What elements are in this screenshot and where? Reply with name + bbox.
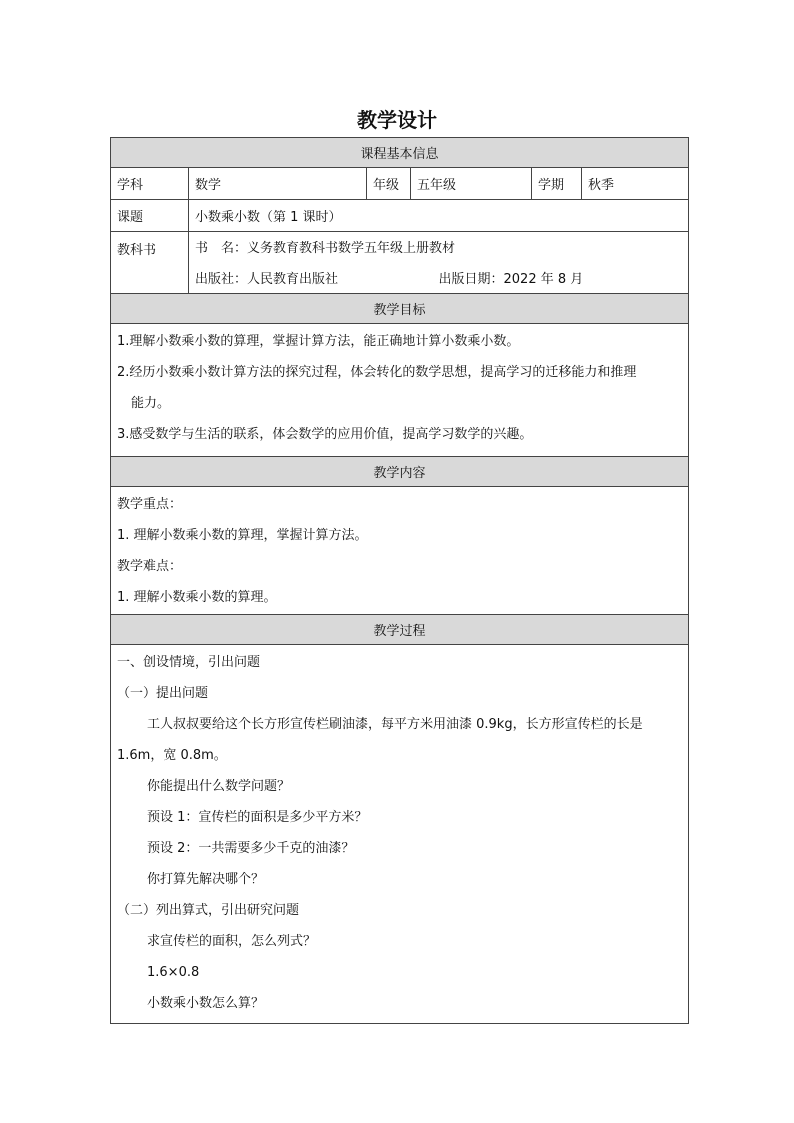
- term-value: 秋季: [582, 168, 689, 200]
- content-body: [111, 487, 689, 615]
- objectives-body: [111, 324, 689, 457]
- content-header: 教学内容: [111, 457, 689, 487]
- question-line: 预设 2：一共需要多少千克的油漆？: [147, 841, 355, 856]
- paragraph-line: 工人叔叔要给这个长方形宣传栏刷油漆，每平方米用油漆 0.9kg，长方形宣传栏的长是: [147, 717, 643, 732]
- objective-item-continued: 能力。: [131, 396, 171, 411]
- process-header: 教学过程: [111, 615, 689, 645]
- lesson-plan-table: [110, 137, 689, 1024]
- document-title: 教学设计: [357, 108, 437, 132]
- publish-date: 出版日期：2022 年 8 月: [411, 262, 689, 294]
- question-line: 预设 1：宣传栏的面积是多少平方米？: [147, 810, 368, 825]
- question-line: 你能提出什么数学问题？: [147, 779, 291, 794]
- key-point-item: 1. 理解小数乘小数的算理，掌握计算方法。: [117, 528, 368, 543]
- difficult-points-label: 教学难点：: [117, 559, 183, 574]
- textbook-label: 教科书: [111, 232, 189, 294]
- basic-info-header: 课程基本信息: [111, 138, 689, 168]
- objective-item: 2.经历小数乘小数计算方法的探究过程，体会转化的数学思想，提高学习的迁移能力和推理: [117, 365, 637, 380]
- key-points-label: 教学重点：: [117, 497, 183, 512]
- objective-item: 1.理解小数乘小数的算理，掌握计算方法，能正确地计算小数乘小数。: [117, 334, 520, 349]
- objective-item: 3.感受数学与生活的联系，体会数学的应用价值，提高学习数学的兴趣。: [117, 427, 533, 442]
- expression: 1.6×0.8: [147, 965, 200, 980]
- section-heading: 一、创设情境，引出问题: [117, 655, 261, 670]
- subsection-heading: （一）提出问题: [117, 686, 209, 701]
- difficult-point-item: 1. 理解小数乘小数的算理。: [117, 590, 277, 605]
- question-line: 你打算先解决哪个？: [147, 872, 265, 887]
- term-label: 学期: [532, 168, 582, 200]
- topic-label: 课题: [111, 200, 189, 232]
- subject-label: 学科: [111, 168, 189, 200]
- objectives-header: 教学目标: [111, 294, 689, 324]
- subject-value: 数学: [189, 168, 367, 200]
- grade-value: 五年级: [411, 168, 532, 200]
- question-line: 小数乘小数怎么算？: [147, 996, 265, 1011]
- book-name: 书 名：义务教育教科书数学五年级上册教材: [189, 232, 689, 262]
- paragraph-line: 1.6m，宽 0.8m。: [117, 748, 227, 763]
- grade-label: 年级: [367, 168, 411, 200]
- subsection-heading: （二）列出算式，引出研究问题: [117, 903, 300, 918]
- process-body: [111, 645, 689, 1024]
- topic-value: 小数乘小数（第 1 课时）: [189, 200, 689, 232]
- publisher: 出版社：人民教育出版社: [189, 262, 411, 294]
- question-line: 求宣传栏的面积，怎么列式？: [147, 934, 317, 949]
